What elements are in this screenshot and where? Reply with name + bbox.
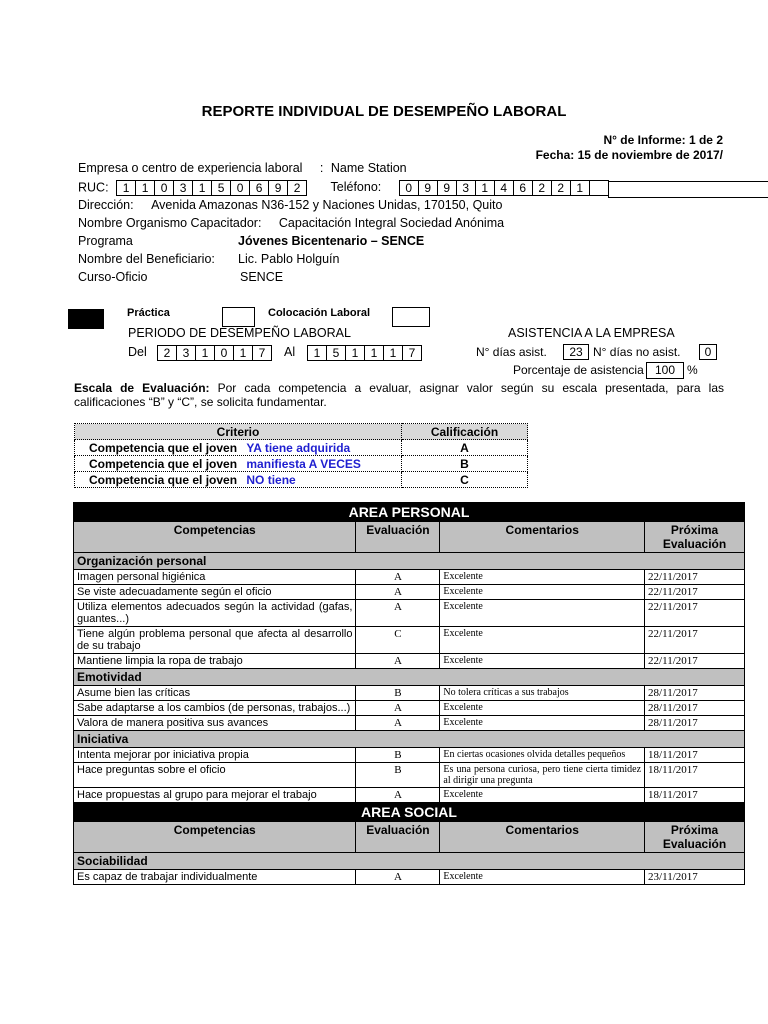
- digit-box[interactable]: [589, 180, 609, 196]
- evaluacion-cell[interactable]: B: [356, 686, 440, 701]
- del-label: Del: [128, 345, 147, 359]
- comentario-cell[interactable]: Excelente: [440, 600, 645, 627]
- digit-box[interactable]: 1: [135, 180, 154, 196]
- ruc-digits: [116, 180, 307, 196]
- digit-box[interactable]: 6: [249, 180, 268, 196]
- programa-row: Programa Jóvenes Bicentenario – SENCE: [78, 234, 425, 248]
- dias-asist-value[interactable]: 23: [563, 344, 589, 360]
- col-comentarios: Comentarios: [440, 822, 645, 853]
- comentario-cell[interactable]: Excelente: [440, 870, 645, 885]
- comentario-cell[interactable]: No tolera críticas a sus trabajos: [440, 686, 645, 701]
- col-comentarios: Comentarios: [440, 522, 645, 553]
- al-digits: [307, 345, 422, 361]
- criterio-row: Competencia que el joven manifiesta A VECES B: [75, 456, 528, 472]
- comentario-cell[interactable]: Es una persona curiosa, pero tiene cierta timidez al dirigir una pregunta: [440, 763, 645, 788]
- competencia-cell: Sabe adaptarse a los cambios (de personas, trabajos...): [74, 701, 356, 716]
- digit-box[interactable]: 7: [402, 345, 422, 361]
- digit-box[interactable]: 1: [307, 345, 326, 361]
- calificacion-header: Calificación: [402, 424, 528, 440]
- evaluacion-cell[interactable]: A: [356, 600, 440, 627]
- proxima-cell[interactable]: 22/11/2017: [645, 600, 745, 627]
- comentario-cell[interactable]: Excelente: [440, 627, 645, 654]
- competencia-cell: Hace propuestas al grupo para mejorar el trabajo: [74, 788, 356, 803]
- table-row: [74, 627, 745, 654]
- digit-box[interactable]: 1: [233, 345, 252, 361]
- proxima-cell[interactable]: 22/11/2017: [645, 585, 745, 600]
- digit-box[interactable]: 1: [195, 345, 214, 361]
- competencia-cell: Valora de manera positiva sus avances: [74, 716, 356, 731]
- porcentaje-unit: %: [687, 363, 698, 377]
- area-title: AREA PERSONAL: [74, 503, 745, 522]
- proxima-cell[interactable]: 28/11/2017: [645, 686, 745, 701]
- proxima-cell[interactable]: 28/11/2017: [645, 716, 745, 731]
- digit-box[interactable]: 2: [532, 180, 551, 196]
- table-row: [74, 716, 745, 731]
- table-row: [74, 654, 745, 669]
- evaluacion-cell[interactable]: C: [356, 627, 440, 654]
- area-title: AREA SOCIAL: [74, 803, 745, 822]
- digit-box[interactable]: 7: [252, 345, 272, 361]
- comentario-cell[interactable]: Excelente: [440, 570, 645, 585]
- evaluation-table: [73, 502, 745, 885]
- evaluacion-cell[interactable]: B: [356, 748, 440, 763]
- digit-box[interactable]: 2: [287, 180, 307, 196]
- porcentaje-label: Porcentaje de asistencia: [513, 363, 644, 377]
- col-proxima: Próxima Evaluación: [645, 522, 745, 553]
- practica-checkbox[interactable]: [68, 309, 104, 329]
- telefono-extra-box: [608, 181, 768, 198]
- digit-box[interactable]: 1: [116, 180, 135, 196]
- col-competencias: Competencias: [74, 522, 356, 553]
- competencia-cell: Hace preguntas sobre el oficio: [74, 763, 356, 788]
- proxima-cell[interactable]: 22/11/2017: [645, 570, 745, 585]
- criterio-header: Criterio: [75, 424, 402, 440]
- comentario-cell[interactable]: Excelente: [440, 701, 645, 716]
- colocacion-label: Colocación Laboral: [268, 307, 371, 319]
- table-row: [74, 870, 745, 885]
- comentario-cell[interactable]: Excelente: [440, 585, 645, 600]
- digit-box[interactable]: 5: [211, 180, 230, 196]
- competencia-cell: Es capaz de trabajar individualmente: [74, 870, 356, 885]
- digit-box[interactable]: 3: [176, 345, 195, 361]
- col-evaluacion: Evaluación: [356, 822, 440, 853]
- proxima-cell[interactable]: 23/11/2017: [645, 870, 745, 885]
- beneficiario-row: Nombre del Beneficiario: Lic. Pablo Holguín: [78, 252, 340, 266]
- digit-box[interactable]: 9: [268, 180, 287, 196]
- dias-no-asist-value[interactable]: 0: [699, 344, 717, 360]
- dias-asist-label: N° días asist.: [476, 345, 547, 359]
- evaluacion-cell[interactable]: A: [356, 701, 440, 716]
- evaluacion-cell[interactable]: A: [356, 585, 440, 600]
- porcentaje-value[interactable]: 100: [646, 362, 684, 379]
- table-row: [74, 788, 745, 803]
- digit-box[interactable]: 0: [230, 180, 249, 196]
- competencia-cell: Mantiene limpia la ropa de trabajo: [74, 654, 356, 669]
- section-title: Sociabilidad: [74, 853, 745, 870]
- escala-evaluacion: Escala de Evaluación: Por cada competencia a evaluar, asignar valor según su escala presentada, para las calificaciones “B” y “C”, se solicita fundamentar.: [74, 381, 725, 409]
- table-row: [74, 585, 745, 600]
- criterio-row: Competencia que el joven YA tiene adquirida A: [75, 440, 528, 456]
- evaluacion-cell[interactable]: A: [356, 870, 440, 885]
- digit-box[interactable]: 0: [154, 180, 173, 196]
- digit-box[interactable]: 3: [173, 180, 192, 196]
- competencia-cell: Asume bien las críticas: [74, 686, 356, 701]
- competencia-cell: Tiene algún problema personal que afecta al desarrollo de su trabajo: [74, 627, 356, 654]
- del-digits: [157, 345, 272, 361]
- report-number: N° de Informe: 1 de 2: [603, 133, 723, 147]
- digit-box[interactable]: 2: [551, 180, 570, 196]
- col-proxima: Próxima Evaluación: [645, 822, 745, 853]
- proxima-cell[interactable]: 22/11/2017: [645, 627, 745, 654]
- comentario-cell[interactable]: Excelente: [440, 654, 645, 669]
- digit-box[interactable]: 9: [418, 180, 437, 196]
- table-row: [74, 686, 745, 701]
- section-title: Emotividad: [74, 669, 745, 686]
- empresa-row: Empresa o centro de experiencia laboral : Name Station: [78, 161, 407, 175]
- table-row: [74, 748, 745, 763]
- report-date: Fecha: 15 de noviembre de 2017/: [535, 148, 723, 162]
- digit-box[interactable]: 6: [513, 180, 532, 196]
- telefono-digits: [399, 180, 609, 196]
- direccion-row: Dirección: Avenida Amazonas N36-152 y Naciones Unidas, 170150, Quito: [78, 198, 503, 212]
- comentario-cell[interactable]: Excelente: [440, 788, 645, 803]
- col-evaluacion: Evaluación: [356, 522, 440, 553]
- report-title: REPORTE INDIVIDUAL DE DESEMPEÑO LABORAL: [201, 103, 567, 120]
- table-row: [74, 570, 745, 585]
- table-row: [74, 600, 745, 627]
- ruc-row: [78, 180, 609, 196]
- curso-row: Curso-Oficio SENCE: [78, 270, 284, 284]
- criterio-table: [74, 423, 528, 488]
- ruc-label: RUC:: [78, 180, 109, 195]
- digit-box[interactable]: 1: [475, 180, 494, 196]
- section-title: Organización personal: [74, 553, 745, 570]
- section-title: Iniciativa: [74, 731, 745, 748]
- dias-no-asist-label: N° días no asist.: [593, 345, 681, 359]
- competencia-cell: Utiliza elementos adecuados según la actividad (gafas, guantes...): [74, 600, 356, 627]
- competencia-cell: Se viste adecuadamente según el oficio: [74, 585, 356, 600]
- competencia-cell: Imagen personal higiénica: [74, 570, 356, 585]
- evaluacion-cell[interactable]: A: [356, 570, 440, 585]
- col-competencias: Competencias: [74, 822, 356, 853]
- competencia-cell: Intenta mejorar por iniciativa propia: [74, 748, 356, 763]
- proxima-cell[interactable]: 28/11/2017: [645, 701, 745, 716]
- proxima-cell[interactable]: 18/11/2017: [645, 748, 745, 763]
- criterio-row: Competencia que el joven NO tiene C: [75, 472, 528, 488]
- digit-box[interactable]: 1: [192, 180, 211, 196]
- proxima-cell[interactable]: 18/11/2017: [645, 763, 745, 788]
- evaluacion-cell[interactable]: B: [356, 763, 440, 788]
- colocacion-checkbox-left[interactable]: [222, 307, 255, 327]
- digit-box[interactable]: 0: [214, 345, 233, 361]
- digit-box[interactable]: 1: [570, 180, 589, 196]
- proxima-cell[interactable]: 22/11/2017: [645, 654, 745, 669]
- evaluacion-cell[interactable]: A: [356, 654, 440, 669]
- organismo-row: Nombre Organismo Capacitador: Capacitación Integral Sociedad Anónima: [78, 216, 505, 230]
- digit-box[interactable]: 4: [494, 180, 513, 196]
- digit-box[interactable]: 9: [437, 180, 456, 196]
- table-row: [74, 701, 745, 716]
- digit-box[interactable]: 0: [399, 180, 418, 196]
- telefono-label: Teléfono:: [330, 180, 382, 195]
- practica-label: Práctica: [127, 307, 170, 319]
- comentario-cell[interactable]: Excelente: [440, 716, 645, 731]
- digit-box[interactable]: 1: [383, 345, 402, 361]
- digit-box[interactable]: 1: [364, 345, 383, 361]
- digit-box[interactable]: 1: [345, 345, 364, 361]
- comentario-cell[interactable]: En ciertas ocasiones olvida detalles pequeños: [440, 748, 645, 763]
- digit-box[interactable]: 5: [326, 345, 345, 361]
- colocacion-checkbox[interactable]: [392, 307, 430, 327]
- table-row: [74, 763, 745, 788]
- asistencia-label: ASISTENCIA A LA EMPRESA: [508, 326, 675, 340]
- periodo-label: PERIODO DE DESEMPEÑO LABORAL: [128, 326, 351, 340]
- proxima-cell[interactable]: 18/11/2017: [645, 788, 745, 803]
- al-label: Al: [284, 345, 296, 359]
- evaluacion-cell[interactable]: A: [356, 788, 440, 803]
- digit-box[interactable]: 2: [157, 345, 176, 361]
- evaluacion-cell[interactable]: A: [356, 716, 440, 731]
- digit-box[interactable]: 3: [456, 180, 475, 196]
